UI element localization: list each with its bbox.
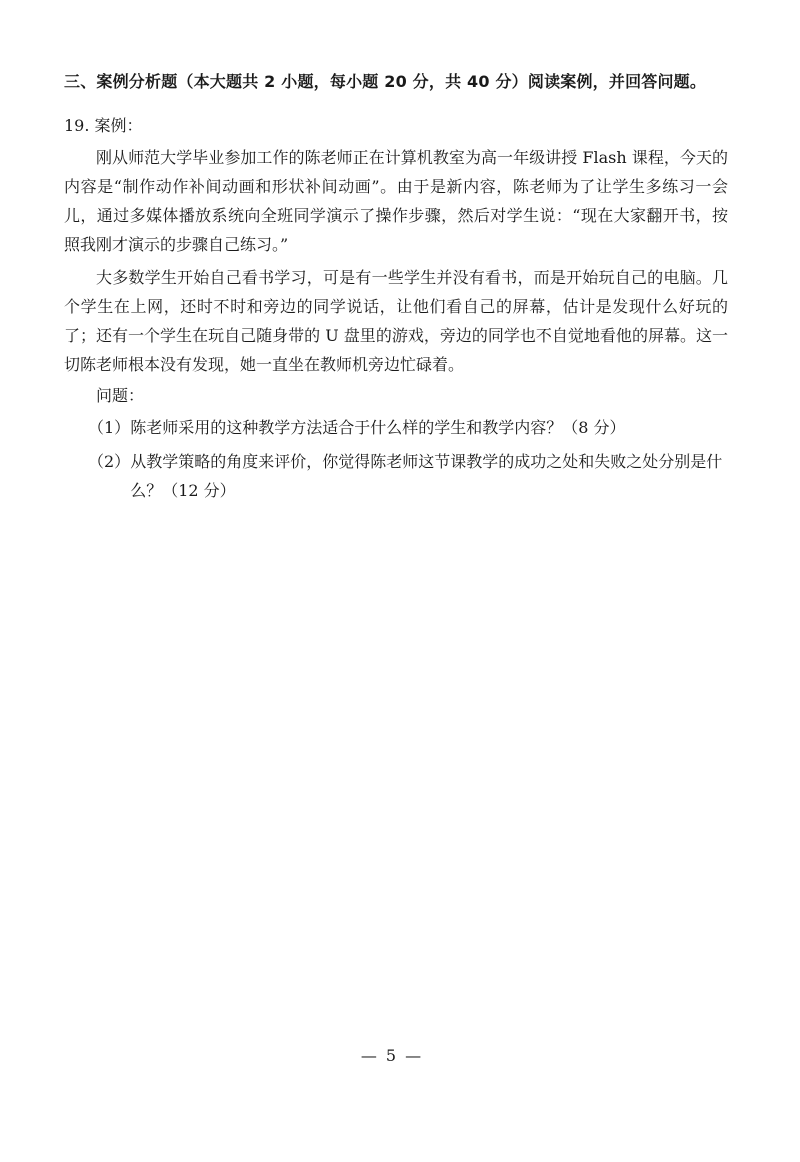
problem-text: 陈老师采用的这种教学方法适合于什么样的学生和教学内容？（8 分） [130, 418, 626, 437]
problem-number: （1） [88, 418, 131, 437]
problems-label: 问题： [96, 386, 145, 405]
page-number: — 5 — [360, 1046, 424, 1065]
case-paragraph-2: 大多数学生开始自己看书学习，可是有一些学生并没有看书，而是开始玩自己的电脑。几个学生在上网，还时不时和旁边的同学说话，让他们看自己的屏幕，估计是发现什么好玩的了；还有一个学生在玩自己随身带的 U 盘里的游戏，旁边的同学也不自觉地看他的屏幕。这一切陈老师根本没有发现，她一直坐在教师机旁边忙碌着。 [64, 268, 728, 374]
section-heading: 三、案例分析题（本大题共 2 小题，每小题 20 分，共 40 分）阅读案例，并回答问题。 [64, 72, 707, 91]
problem-item-1 [88, 413, 728, 442]
problem-item-2 [88, 447, 728, 505]
problem-number: （2） [88, 452, 131, 471]
case-paragraph-1: 刚从师范大学毕业参加工作的陈老师正在计算机教室为高一年级讲授 Flash 课程，今天的内容是“制作动作补间动画和形状补间动画”。由于是新内容，陈老师为了让学生多练习一会儿，通过多媒体播放系统向全班同学演示了操作步骤，然后对学生说：“现在大家翻开书，按照我刚才演示的步骤自己练习。” [64, 148, 728, 254]
problem-text: 从教学策略的角度来评价，你觉得陈老师这节课教学的成功之处和失败之处分别是什么？（12 分） [130, 452, 723, 500]
question-number-label: 19. 案例： [64, 116, 143, 135]
